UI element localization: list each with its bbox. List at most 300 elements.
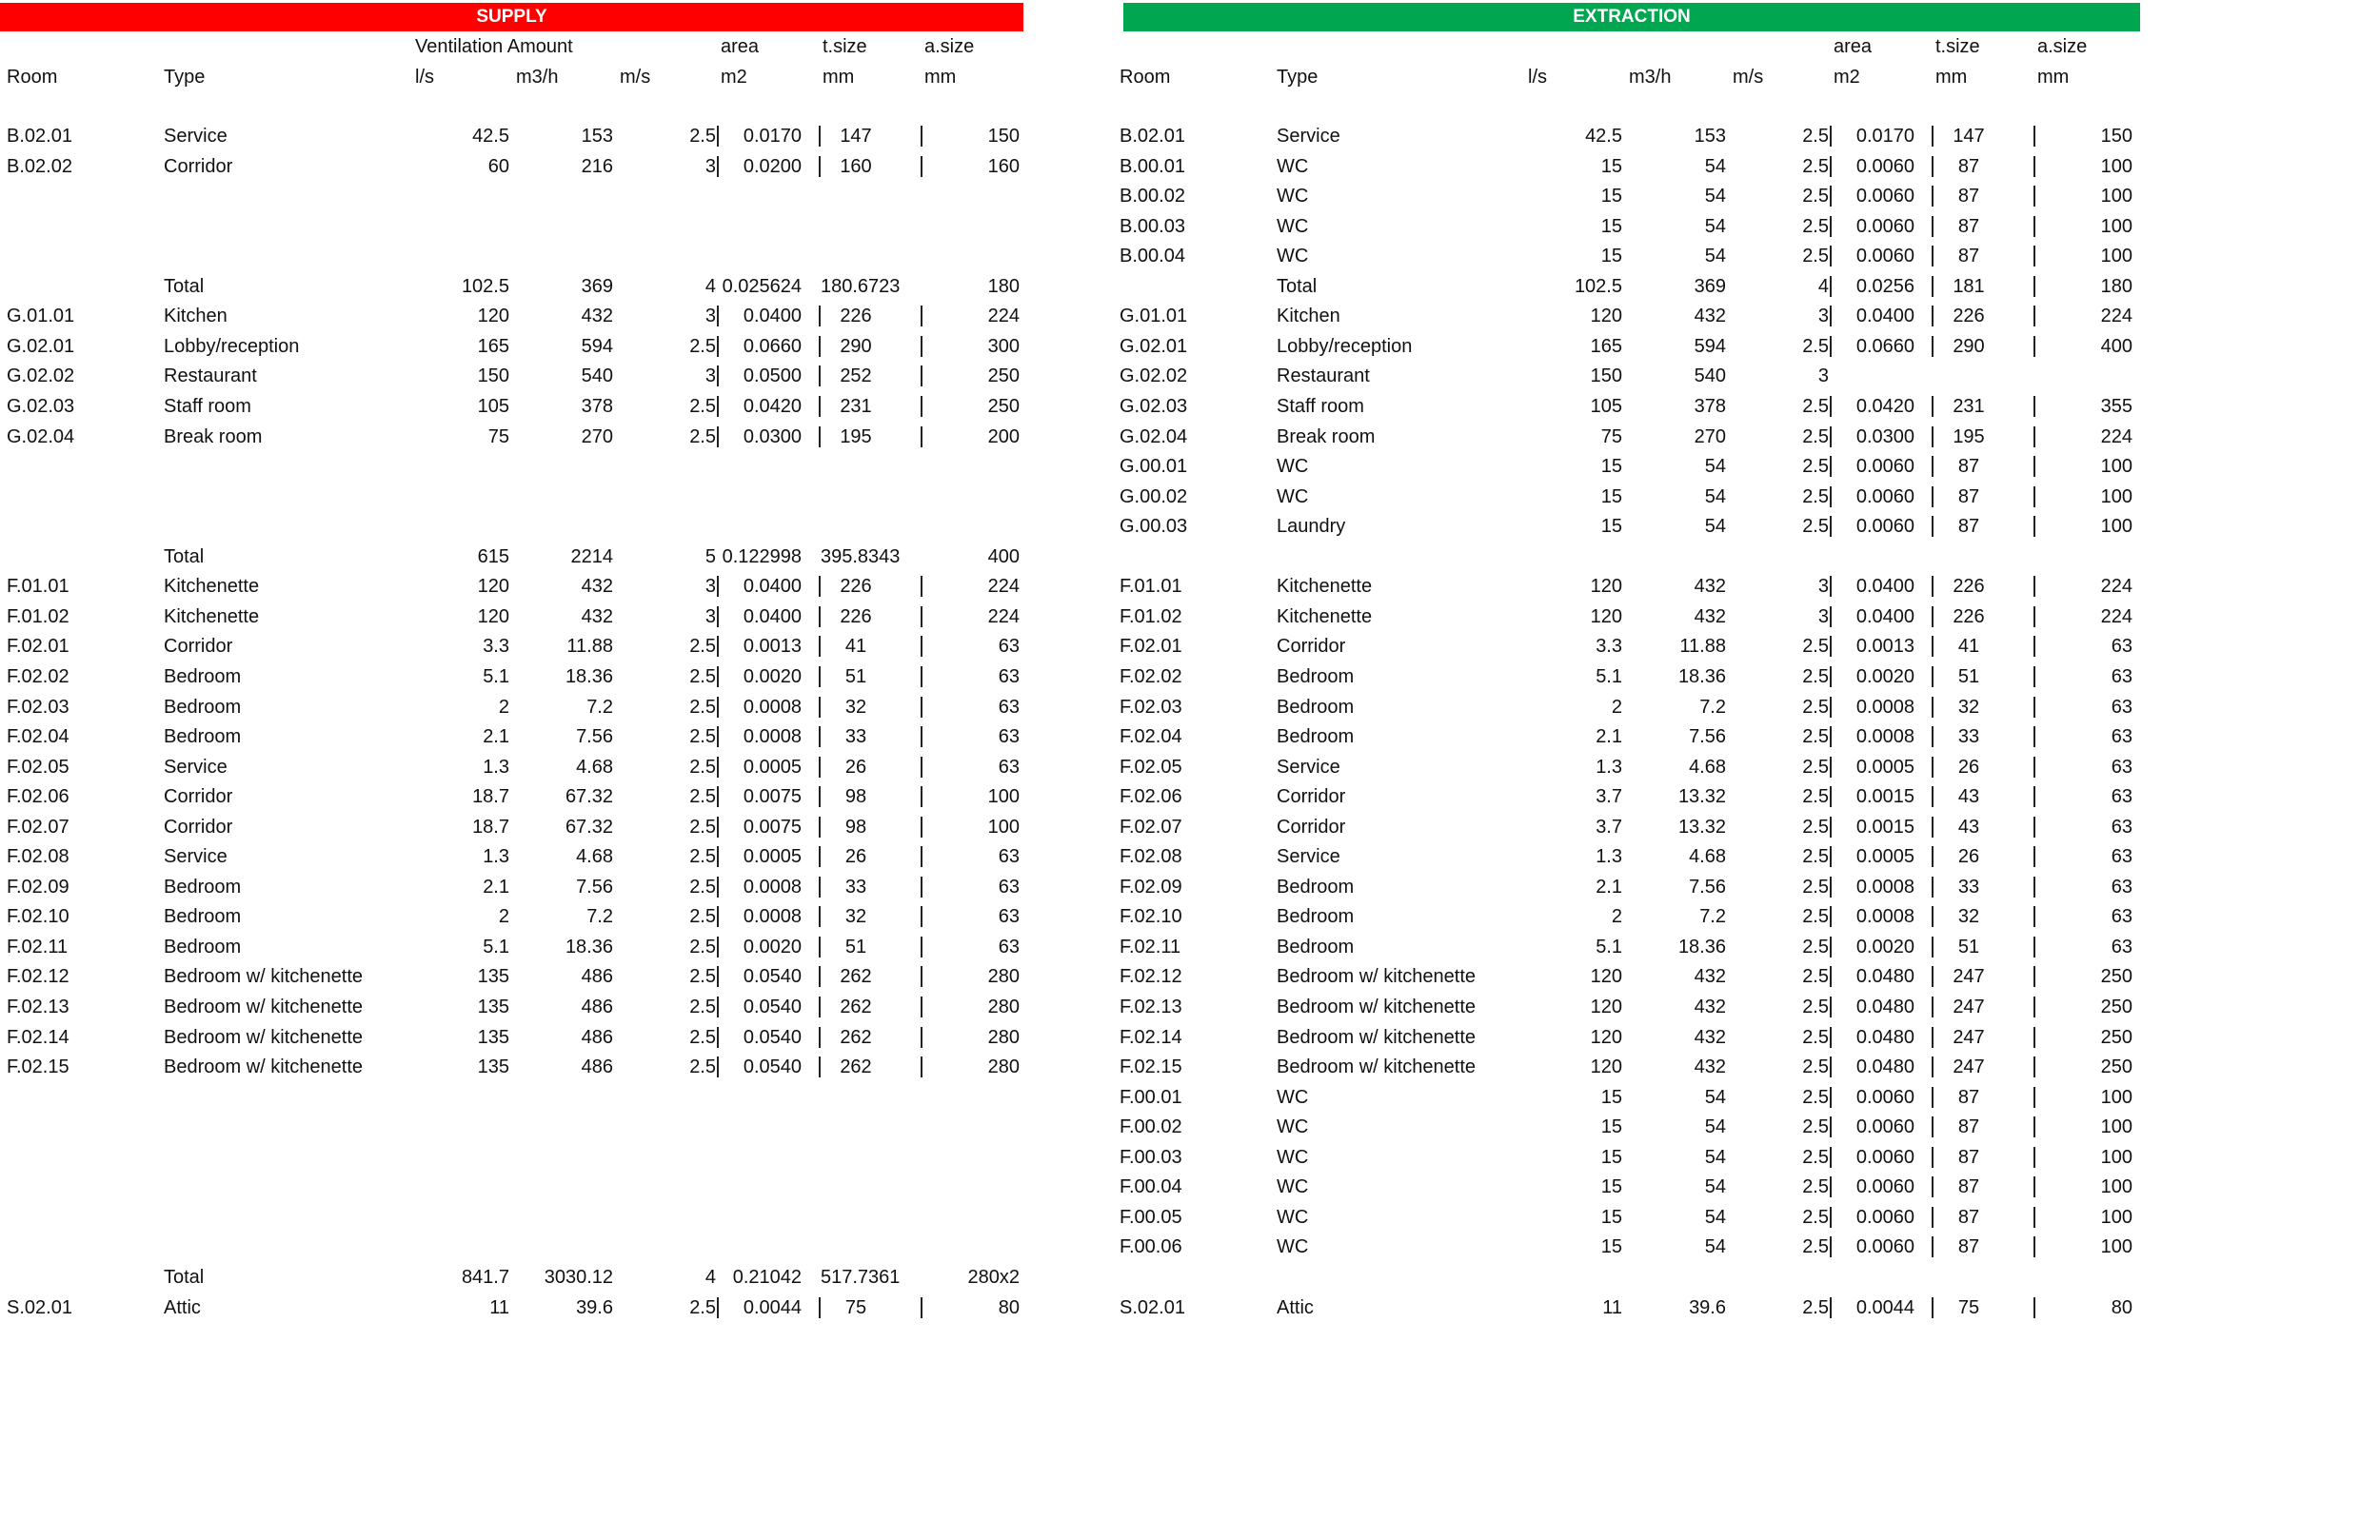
column-divider <box>1830 216 1832 237</box>
column-divider <box>717 817 719 838</box>
column-divider <box>1830 906 1832 927</box>
column-divider <box>1932 126 1934 147</box>
area-cell: 0.0060 <box>1855 485 1914 507</box>
room-cell: B.00.03 <box>1120 215 1185 237</box>
ms-cell: 2.5 <box>1802 456 1829 478</box>
room-cell: B.02.01 <box>1120 126 1185 147</box>
room-cell: B.00.01 <box>1120 155 1185 177</box>
tsize-cell: 231 <box>1953 395 1985 417</box>
asize-cell: 63 <box>2111 786 2132 808</box>
column-divider <box>1932 906 1934 927</box>
tsize-header: t.size <box>823 36 867 57</box>
area-cell: 0.0060 <box>1855 186 1914 207</box>
ls-cell: 120 <box>1590 997 1622 1017</box>
asize-cell: 63 <box>998 726 1020 747</box>
ls-cell: 105 <box>477 395 509 417</box>
asize-cell: 100 <box>2100 516 2132 538</box>
asize-cell: 250 <box>2100 1026 2132 1048</box>
column-divider <box>921 877 922 898</box>
tsize-cell: 517.7361 <box>821 1266 901 1288</box>
m3h-cell: 67.32 <box>565 786 613 808</box>
type-cell: Lobby/reception <box>1277 335 1413 357</box>
room-cell: G.02.04 <box>7 425 75 447</box>
column-divider <box>717 156 719 177</box>
tsize-cell: 226 <box>1953 306 1985 327</box>
type-cell: Bedroom w/ kitchenette <box>164 1026 363 1048</box>
column-divider <box>1932 697 1934 718</box>
m3h-cell: 39.6 <box>576 1296 613 1318</box>
tsize-cell: 226 <box>840 306 872 327</box>
column-divider <box>2033 306 2035 326</box>
asize-cell: 100 <box>2100 1086 2132 1108</box>
tsize-cell: 180.6723 <box>821 275 901 297</box>
area-cell: 0.0256 <box>1855 275 1914 297</box>
ls-cell: 841.7 <box>461 1266 509 1288</box>
area-cell: 0.0400 <box>1855 605 1914 627</box>
column-divider <box>819 666 821 687</box>
m3h-cell: 486 <box>581 966 613 988</box>
column-divider <box>819 786 821 807</box>
asize-cell: 100 <box>987 786 1020 808</box>
room-cell: G.02.04 <box>1120 425 1188 447</box>
ms-cell: 2.5 <box>1802 966 1829 988</box>
column-divider <box>2033 757 2035 778</box>
room-cell: F.02.15 <box>1120 1056 1182 1078</box>
column-divider <box>1932 937 1934 958</box>
area-cell: 0.0044 <box>1855 1296 1914 1318</box>
column-divider <box>1932 606 1934 627</box>
tsize-cell: 26 <box>1957 756 1980 778</box>
column-divider <box>2033 697 2035 718</box>
column-divider <box>717 966 719 987</box>
room-cell: F.01.02 <box>1120 605 1182 627</box>
ls-cell: 615 <box>477 545 509 567</box>
area-cell: 0.0300 <box>1855 425 1914 447</box>
ms-cell: 2.5 <box>689 816 716 838</box>
m3h-cell: 270 <box>581 425 613 447</box>
tsize-cell: 247 <box>1953 1056 1985 1078</box>
ms-cell: 2.5 <box>689 1056 716 1078</box>
room-cell: F.02.12 <box>7 966 69 988</box>
area-cell: 0.0480 <box>1855 1056 1914 1078</box>
m3h-cell: 54 <box>1704 1206 1726 1228</box>
room-cell: F.02.15 <box>7 1056 69 1078</box>
ms-cell: 2.5 <box>1802 1206 1829 1228</box>
m3h-cell: 7.2 <box>586 906 613 928</box>
asize-cell: 100 <box>2100 485 2132 507</box>
column-divider <box>819 336 821 357</box>
column-divider <box>1932 1027 1934 1048</box>
asize-cell: 280 <box>987 1056 1020 1078</box>
tsize-cell: 87 <box>1957 1236 1980 1258</box>
area-cell: 0.0200 <box>743 155 802 177</box>
column-divider <box>1830 306 1832 326</box>
column-divider <box>1830 997 1832 1017</box>
m3h-cell: 4.68 <box>1689 846 1726 868</box>
ms-cell: 2.5 <box>1802 665 1829 687</box>
ms-cell: 2.5 <box>689 786 716 808</box>
ls-cell: 5.1 <box>1596 665 1622 687</box>
column-divider <box>1932 306 1934 326</box>
ls-cell: 3.7 <box>1596 786 1622 808</box>
column-divider <box>1932 786 1934 807</box>
column-divider <box>819 1027 821 1048</box>
room-cell: F.00.02 <box>1120 1116 1182 1138</box>
m3h-cell: 369 <box>581 275 613 297</box>
room-cell: G.01.01 <box>1120 306 1188 327</box>
type-cell: WC <box>1277 1206 1309 1228</box>
column-divider <box>921 906 922 927</box>
column-divider <box>2033 1056 2035 1077</box>
m3h-cell: 7.56 <box>1689 726 1726 747</box>
column-divider <box>2033 396 2035 417</box>
tsize-cell: 87 <box>1957 1176 1980 1198</box>
tsize-header: t.size <box>1935 36 1980 57</box>
column-divider <box>819 937 821 958</box>
m3h-cell: 486 <box>581 997 613 1017</box>
type-cell: Bedroom <box>164 876 242 898</box>
asize-cell: 224 <box>987 576 1020 598</box>
column-divider <box>819 906 821 927</box>
ls-cell: 120 <box>477 306 509 327</box>
room-cell: G.02.02 <box>7 365 75 387</box>
column-divider <box>1932 216 1934 237</box>
column-divider <box>1830 1147 1832 1168</box>
column-divider <box>819 156 821 177</box>
tsize-cell: 75 <box>1957 1296 1980 1318</box>
ls-cell: 15 <box>1600 1176 1622 1198</box>
room-cell: F.02.05 <box>7 756 69 778</box>
ls-cell: 120 <box>1590 966 1622 988</box>
column-divider <box>1830 757 1832 778</box>
asize-cell: 63 <box>2111 696 2132 718</box>
column-divider <box>1830 1087 1832 1108</box>
type-cell: Attic <box>1277 1296 1314 1318</box>
tsize-cell: 226 <box>1953 576 1985 598</box>
room-cell: F.02.04 <box>1120 726 1182 747</box>
tsize-cell: 247 <box>1953 997 1985 1017</box>
type-cell: Service <box>1277 846 1340 868</box>
asize-cell: 224 <box>2100 425 2132 447</box>
room-cell: F.02.09 <box>7 876 69 898</box>
area-cell: 0.0540 <box>743 997 802 1017</box>
ls-cell: 15 <box>1600 1116 1622 1138</box>
tsize-cell: 226 <box>840 576 872 598</box>
tsize-cell: 181 <box>1953 275 1985 297</box>
ms-cell: 4 <box>704 275 716 297</box>
m3h-cell: 378 <box>1694 395 1726 417</box>
area-cell: 0.0060 <box>1855 456 1914 478</box>
type-cell: WC <box>1277 456 1309 478</box>
m3h-cell: 67.32 <box>565 816 613 838</box>
column-divider <box>1932 726 1934 747</box>
column-divider <box>1932 817 1934 838</box>
column-divider <box>921 937 922 958</box>
type-cell: Total <box>164 545 205 567</box>
tsize-cell: 252 <box>840 365 872 387</box>
column-divider <box>819 966 821 987</box>
ls-header: l/s <box>1528 67 1547 88</box>
room-cell: B.02.02 <box>7 155 72 177</box>
room-cell: F.02.13 <box>7 997 69 1017</box>
column-divider <box>2033 1236 2035 1257</box>
column-divider <box>1932 1087 1934 1108</box>
column-divider <box>2033 186 2035 207</box>
m3h-cell: 13.32 <box>1677 786 1726 808</box>
ms-cell: 2.5 <box>689 696 716 718</box>
column-divider <box>819 697 821 718</box>
m3h-cell: 4.68 <box>576 846 613 868</box>
tsize-cell: 87 <box>1957 1116 1980 1138</box>
room-cell: F.02.08 <box>1120 846 1182 868</box>
asize-cell: 100 <box>2100 186 2132 207</box>
column-divider <box>1932 1236 1934 1257</box>
column-divider <box>2033 1207 2035 1228</box>
ms-cell: 2.5 <box>1802 846 1829 868</box>
column-divider <box>717 697 719 718</box>
m3h-cell: 7.56 <box>576 876 613 898</box>
room-cell: F.02.12 <box>1120 966 1182 988</box>
m3h-cell: 54 <box>1704 485 1726 507</box>
ls-cell: 15 <box>1600 1086 1622 1108</box>
asize-cell: 250 <box>987 365 1020 387</box>
column-divider <box>2033 937 2035 958</box>
column-divider <box>819 757 821 778</box>
room-cell: G.00.03 <box>1120 516 1188 538</box>
column-divider <box>2033 636 2035 657</box>
room-cell: F.00.04 <box>1120 1176 1182 1198</box>
column-divider <box>1932 1056 1934 1077</box>
area-cell: 0.122998 <box>722 545 802 567</box>
m3h-cell: 540 <box>1694 365 1726 387</box>
tsize-cell: 41 <box>1957 636 1980 658</box>
column-divider <box>921 966 922 987</box>
ls-cell: 120 <box>1590 1056 1622 1078</box>
ls-cell: 42.5 <box>1585 126 1622 147</box>
ls-cell: 120 <box>477 576 509 598</box>
asize-cell: 280 <box>987 997 1020 1017</box>
column-divider <box>819 396 821 417</box>
ms-cell: 3 <box>704 306 716 327</box>
column-divider <box>1932 156 1934 177</box>
type-cell: Service <box>1277 126 1340 147</box>
tsize-mm-header: mm <box>1935 67 1968 88</box>
column-divider <box>819 426 821 447</box>
ms-cell: 2.5 <box>1802 1086 1829 1108</box>
area-cell: 0.0044 <box>743 1296 802 1318</box>
asize-cell: 80 <box>2111 1296 2132 1318</box>
column-divider <box>1830 786 1832 807</box>
column-divider <box>921 636 922 657</box>
type-cell: WC <box>1277 246 1309 267</box>
type-cell: Staff room <box>164 395 251 417</box>
asize-cell: 100 <box>2100 1146 2132 1168</box>
column-divider <box>1932 246 1934 267</box>
ms-cell: 2.5 <box>1802 246 1829 267</box>
column-divider <box>2033 1116 2035 1137</box>
asize-cell: 63 <box>2111 936 2132 958</box>
m3h-cell: 153 <box>581 126 613 147</box>
ls-header: l/s <box>415 67 434 88</box>
ms-cell: 2.5 <box>689 126 716 147</box>
ms-cell: 2.5 <box>1802 756 1829 778</box>
column-divider <box>1830 817 1832 838</box>
m3h-cell: 54 <box>1704 516 1726 538</box>
tsize-cell: 87 <box>1957 186 1980 207</box>
asize-header: a.size <box>2037 36 2088 57</box>
ls-cell: 1.3 <box>1596 756 1622 778</box>
ls-cell: 120 <box>1590 1026 1622 1048</box>
area-cell: 0.0020 <box>743 936 802 958</box>
ms-cell: 3 <box>704 576 716 598</box>
type-cell: Restaurant <box>1277 365 1370 387</box>
ms-cell: 2.5 <box>1802 636 1829 658</box>
type-cell: Bedroom <box>164 936 242 958</box>
column-divider <box>717 1297 719 1318</box>
column-divider <box>1830 576 1832 597</box>
asize-cell: 150 <box>987 126 1020 147</box>
tsize-cell: 195 <box>1953 425 1985 447</box>
type-cell: WC <box>1277 1086 1309 1108</box>
asize-cell: 200 <box>987 425 1020 447</box>
area-cell: 0.0020 <box>743 665 802 687</box>
tsize-cell: 87 <box>1957 155 1980 177</box>
area-cell: 0.0660 <box>743 335 802 357</box>
tsize-cell: 195 <box>840 425 872 447</box>
room-cell: F.00.01 <box>1120 1086 1182 1108</box>
column-divider <box>717 997 719 1017</box>
column-divider <box>819 576 821 597</box>
ls-cell: 2 <box>498 696 509 718</box>
column-divider <box>921 997 922 1017</box>
ms-cell: 2.5 <box>1802 155 1829 177</box>
column-divider <box>1830 276 1832 297</box>
type-cell: Bedroom <box>164 696 242 718</box>
column-divider <box>921 817 922 838</box>
tsize-cell: 262 <box>840 1056 872 1078</box>
m3h-cell: 432 <box>1694 997 1726 1017</box>
area-cell: 0.0060 <box>1855 1236 1914 1258</box>
tsize-cell: 87 <box>1957 516 1980 538</box>
ms-cell: 2.5 <box>689 636 716 658</box>
column-divider <box>1830 126 1832 147</box>
column-divider <box>1932 1207 1934 1228</box>
tsize-cell: 33 <box>1957 726 1980 747</box>
tsize-cell: 290 <box>1953 335 1985 357</box>
column-divider <box>921 396 922 417</box>
asize-cell: 250 <box>2100 1056 2132 1078</box>
type-cell: WC <box>1277 1116 1309 1138</box>
tsize-cell: 43 <box>1957 786 1980 808</box>
room-cell: F.01.02 <box>7 605 69 627</box>
type-cell: Bedroom <box>1277 876 1355 898</box>
column-divider <box>921 726 922 747</box>
area-cell: 0.0005 <box>1855 756 1914 778</box>
column-divider <box>1830 396 1832 417</box>
area-cell: 0.0480 <box>1855 997 1914 1017</box>
column-divider <box>717 786 719 807</box>
ls-cell: 75 <box>487 425 509 447</box>
room-cell: S.02.01 <box>1120 1296 1185 1318</box>
column-divider <box>2033 606 2035 627</box>
asize-cell: 280 <box>987 966 1020 988</box>
type-cell: Corridor <box>164 636 233 658</box>
area-cell: 0.0060 <box>1855 1206 1914 1228</box>
column-divider <box>2033 336 2035 357</box>
m3h-cell: 3030.12 <box>544 1266 613 1288</box>
area-cell: 0.0020 <box>1855 665 1914 687</box>
column-divider <box>921 666 922 687</box>
column-divider <box>1830 426 1832 447</box>
asize-cell: 224 <box>987 306 1020 327</box>
column-divider <box>1830 1297 1832 1318</box>
column-divider <box>1932 757 1934 778</box>
asize-cell: 63 <box>998 696 1020 718</box>
tsize-cell: 87 <box>1957 246 1980 267</box>
column-divider <box>1932 486 1934 507</box>
column-divider <box>1830 846 1832 867</box>
asize-cell: 63 <box>2111 876 2132 898</box>
area-cell: 0.0008 <box>743 906 802 928</box>
m3h-cell: 432 <box>1694 576 1726 598</box>
m3h-cell: 432 <box>581 605 613 627</box>
supply-banner: SUPPLY <box>0 3 1023 31</box>
asize-cell: 300 <box>987 335 1020 357</box>
column-divider <box>2033 726 2035 747</box>
column-divider <box>1932 966 1934 987</box>
column-divider <box>2033 456 2035 477</box>
column-divider <box>717 906 719 927</box>
column-divider <box>2033 846 2035 867</box>
column-divider <box>1932 846 1934 867</box>
tsize-cell: 26 <box>1957 846 1980 868</box>
tsize-cell: 226 <box>1953 605 1985 627</box>
room-cell: B.00.02 <box>1120 186 1185 207</box>
tsize-cell: 33 <box>844 876 867 898</box>
asize-cell: 250 <box>2100 997 2132 1017</box>
type-cell: Bedroom w/ kitchenette <box>1277 966 1476 988</box>
column-divider <box>1932 186 1934 207</box>
m3h-cell: 54 <box>1704 1116 1726 1138</box>
column-divider <box>2033 246 2035 267</box>
m3h-cell: 270 <box>1694 425 1726 447</box>
tsize-cell: 247 <box>1953 966 1985 988</box>
ls-cell: 15 <box>1600 186 1622 207</box>
area-cell: 0.0540 <box>743 1056 802 1078</box>
ms-cell: 2.5 <box>1802 425 1829 447</box>
tsize-cell: 147 <box>1953 126 1985 147</box>
room-cell: F.01.01 <box>7 576 69 598</box>
room-cell: G.02.01 <box>1120 335 1188 357</box>
m3h-cell: 54 <box>1704 1176 1726 1198</box>
column-divider <box>1932 396 1934 417</box>
m3h-cell: 54 <box>1704 1236 1726 1258</box>
asize-cell: 63 <box>998 876 1020 898</box>
area-cell: 0.0400 <box>743 576 802 598</box>
ms-cell: 2.5 <box>1802 215 1829 237</box>
m3h-cell: 18.36 <box>565 936 613 958</box>
tsize-cell: 290 <box>840 335 872 357</box>
type-cell: Kitchen <box>164 306 228 327</box>
asize-cell: 100 <box>2100 1206 2132 1228</box>
asize-cell: 100 <box>2100 456 2132 478</box>
column-divider <box>921 126 922 147</box>
type-cell: WC <box>1277 215 1309 237</box>
ls-cell: 60 <box>487 155 509 177</box>
column-divider <box>819 606 821 627</box>
room-cell: B.02.01 <box>7 126 72 147</box>
ms-cell: 2.5 <box>1802 876 1829 898</box>
